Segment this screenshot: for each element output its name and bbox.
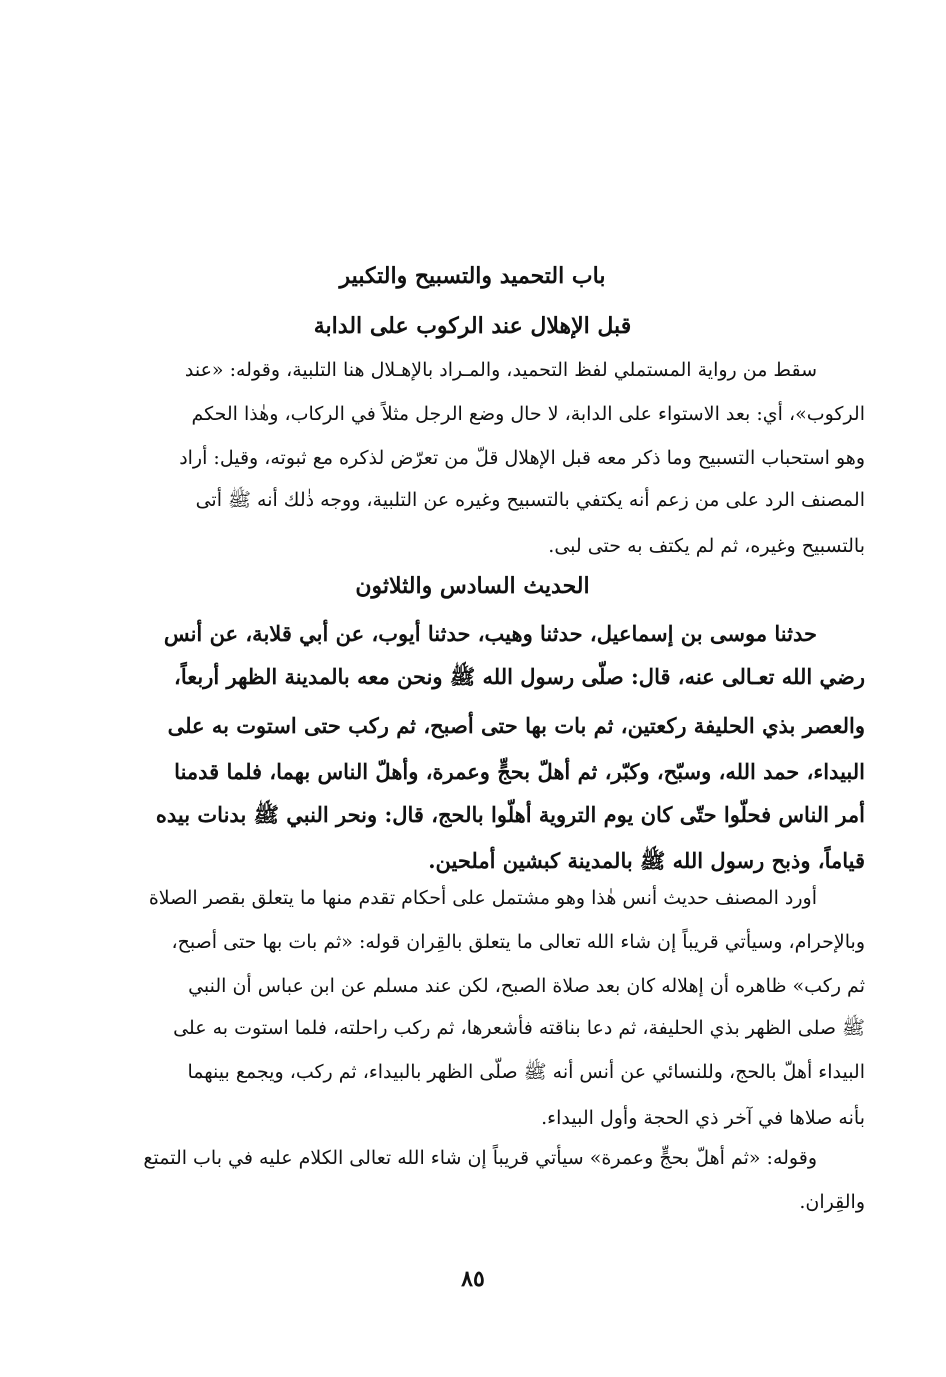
hadith-text xyxy=(80,610,865,886)
text-line: بأنه صلاها في آخر ذي الحجة وأول البيداء. xyxy=(541,1107,865,1129)
text-line: ثم ركب» ظاهره أن إهلاله كان بعد صلاة الصبح، لكن عند مسلم عن ابن عباس أن النبي xyxy=(188,975,865,997)
text-line: الركوب»، أي: بعد الاستواء على الدابة، لا حال وضع الرجل مثلاً في الركاب، وهٰذا الحكم xyxy=(191,403,865,425)
text-line: وهو استحباب التسبيح وما ذكر معه قبل الإهلال قلّ من تعرّض لذكره مع ثبوته، وقيل: أراد xyxy=(179,447,865,469)
text-line: وقوله: «ثم أهلّ بحجٍّ وعمرة» سيأتي قريباً إن شاء الله تعالى الكلام عليه في باب التمتع xyxy=(143,1147,817,1169)
text-line: سقط من رواية المستملي لفظ التحميد، والمـراد بالإهـلال هنا التلبية، وقوله: «عند xyxy=(184,359,817,381)
page-number: ٨٥ xyxy=(461,1266,485,1292)
text-line: أمر الناس فحلّوا حتّى كان يوم التروية أهلّوا بالحج، قال: ونحر النبي ﷺ بدنات بيده xyxy=(155,801,865,827)
text-line: والقِران. xyxy=(799,1191,865,1213)
text-line: حدثنا موسى بن إسماعيل، حدثنا وهيب، حدثنا أيوب، عن أبي قلابة، عن أنس xyxy=(163,620,817,646)
text-line: بالتسبيح وغيره، ثم لم يكتف به حتى لبى. xyxy=(548,535,865,557)
text-line: وبالإحرام، وسيأتي قريباً إن شاء الله تعالى ما يتعلق بالقِران قوله: «ثم بات بها حتى أصبح، xyxy=(171,931,865,953)
text-line: رضي الله تعـالى عنه، قال: صلّى رسول الله ﷺ ونحن معه بالمدينة الظهر أربعاً، xyxy=(174,663,865,689)
text-line: ﷺ صلى الظهر بذي الحليفة، ثم دعا بناقته فأشعرها، ثم ركب راحلته، فلما استوت به على xyxy=(173,1017,865,1039)
text-line: أورد المصنف حديث أنس هٰذا وهو مشتمل على أحكام تقدم منها ما يتعلق بقصر الصلاة xyxy=(148,887,817,909)
hadith-title: الحديث السادس والثلاثون xyxy=(355,573,590,599)
text-line: البيداء أهلّ بالحج، وللنسائي عن أنس أنه ﷺ صلّى الظهر بالبيداء، ثم ركب، ويجمع بينهما xyxy=(187,1061,865,1083)
chapter-title-line-2: قبل الإهلال عند الركوب على الدابة xyxy=(313,313,632,339)
text-line: المصنف الرد على من زعم أنه يكتفي بالتسبيح وغيره عن التلبية، ووجه ذٰلك أنه ﷺ أتى xyxy=(195,489,865,511)
commentary-paragraph-3 xyxy=(80,1136,865,1224)
chapter-title-line-1: باب التحميد والتسبيح والتكبير xyxy=(339,263,606,289)
text-line: البيداء، حمد الله، وسبّح، وكبّر، ثم أهلّ بحجٍّ وعمرة، وأهلّ الناس بهما، فلما قدمنا xyxy=(174,758,865,784)
commentary-paragraph-1 xyxy=(80,348,865,568)
text-line: قياماً، وذبح رسول الله ﷺ بالمدينة كبشين أملحين. xyxy=(428,847,865,873)
commentary-paragraph-2 xyxy=(80,876,865,1140)
text-line: والعصر بذي الحليفة ركعتين، ثم بات بها حتى أصبح، ثم ركب حتى استوت به على xyxy=(167,712,865,738)
